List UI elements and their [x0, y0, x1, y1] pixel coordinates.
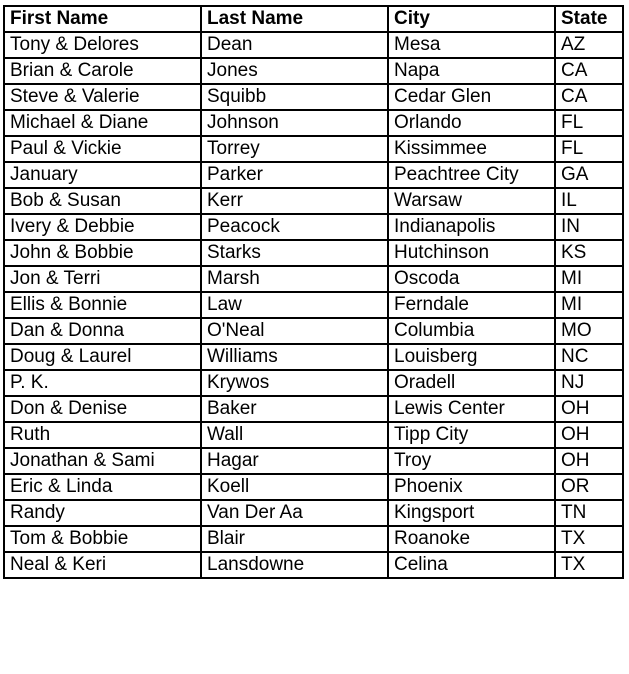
- cell-last-name: Williams: [201, 344, 388, 370]
- table-header: [4, 6, 623, 32]
- table-row: [4, 370, 623, 396]
- cell-city: Napa: [388, 58, 555, 84]
- cell-state: MI: [555, 292, 623, 318]
- cell-first-name: Tom & Bobbie: [4, 526, 201, 552]
- cell-city: Celina: [388, 552, 555, 578]
- cell-state: OH: [555, 422, 623, 448]
- cell-city: Roanoke: [388, 526, 555, 552]
- cell-city: Oradell: [388, 370, 555, 396]
- cell-last-name: Peacock: [201, 214, 388, 240]
- cell-city: Kissimmee: [388, 136, 555, 162]
- cell-state: IN: [555, 214, 623, 240]
- table-row: [4, 58, 623, 84]
- cell-last-name: Law: [201, 292, 388, 318]
- cell-state: CA: [555, 84, 623, 110]
- cell-first-name: Don & Denise: [4, 396, 201, 422]
- cell-last-name: Parker: [201, 162, 388, 188]
- table-row: [4, 500, 623, 526]
- cell-city: Phoenix: [388, 474, 555, 500]
- cell-last-name: Koell: [201, 474, 388, 500]
- cell-city: Columbia: [388, 318, 555, 344]
- table-row: [4, 552, 623, 578]
- cell-first-name: Jon & Terri: [4, 266, 201, 292]
- cell-state: NJ: [555, 370, 623, 396]
- cell-first-name: Brian & Carole: [4, 58, 201, 84]
- cell-state: MI: [555, 266, 623, 292]
- cell-last-name: O'Neal: [201, 318, 388, 344]
- cell-first-name: Ivery & Debbie: [4, 214, 201, 240]
- cell-last-name: Marsh: [201, 266, 388, 292]
- cell-first-name: Paul & Vickie: [4, 136, 201, 162]
- table-row: [4, 110, 623, 136]
- header-last-name: Last Name: [201, 6, 388, 32]
- table-row: [4, 32, 623, 58]
- cell-last-name: Jones: [201, 58, 388, 84]
- cell-first-name: Ellis & Bonnie: [4, 292, 201, 318]
- cell-last-name: Baker: [201, 396, 388, 422]
- cell-state: MO: [555, 318, 623, 344]
- table-row: [4, 474, 623, 500]
- cell-last-name: Johnson: [201, 110, 388, 136]
- cell-state: KS: [555, 240, 623, 266]
- cell-city: Louisberg: [388, 344, 555, 370]
- cell-first-name: Ruth: [4, 422, 201, 448]
- table-row: [4, 422, 623, 448]
- cell-first-name: Randy: [4, 500, 201, 526]
- cell-last-name: Blair: [201, 526, 388, 552]
- cell-city: Mesa: [388, 32, 555, 58]
- cell-last-name: Dean: [201, 32, 388, 58]
- cell-city: Cedar Glen: [388, 84, 555, 110]
- table-body: [4, 32, 623, 578]
- cell-first-name: Steve & Valerie: [4, 84, 201, 110]
- cell-city: Lewis Center: [388, 396, 555, 422]
- cell-state: IL: [555, 188, 623, 214]
- table-row: [4, 84, 623, 110]
- table-row: [4, 344, 623, 370]
- cell-city: Kingsport: [388, 500, 555, 526]
- cell-city: Indianapolis: [388, 214, 555, 240]
- table-row: [4, 214, 623, 240]
- cell-city: Hutchinson: [388, 240, 555, 266]
- table-row: [4, 266, 623, 292]
- cell-city: Troy: [388, 448, 555, 474]
- header-city: City: [388, 6, 555, 32]
- cell-first-name: Bob & Susan: [4, 188, 201, 214]
- cell-state: OH: [555, 396, 623, 422]
- cell-state: TX: [555, 552, 623, 578]
- cell-last-name: Wall: [201, 422, 388, 448]
- table-row: [4, 318, 623, 344]
- table-row: [4, 396, 623, 422]
- cell-first-name: P. K.: [4, 370, 201, 396]
- cell-state: TN: [555, 500, 623, 526]
- cell-last-name: Starks: [201, 240, 388, 266]
- header-row: [4, 6, 623, 32]
- table-row: [4, 448, 623, 474]
- cell-state: OH: [555, 448, 623, 474]
- cell-city: Peachtree City: [388, 162, 555, 188]
- cell-city: Ferndale: [388, 292, 555, 318]
- header-first-name: First Name: [4, 6, 201, 32]
- table-row: [4, 292, 623, 318]
- cell-first-name: Dan & Donna: [4, 318, 201, 344]
- cell-state: FL: [555, 110, 623, 136]
- cell-state: AZ: [555, 32, 623, 58]
- cell-first-name: Michael & Diane: [4, 110, 201, 136]
- cell-first-name: Doug & Laurel: [4, 344, 201, 370]
- cell-first-name: Neal & Keri: [4, 552, 201, 578]
- cell-last-name: Krywos: [201, 370, 388, 396]
- table-row: [4, 136, 623, 162]
- cell-state: OR: [555, 474, 623, 500]
- cell-state: NC: [555, 344, 623, 370]
- cell-last-name: Hagar: [201, 448, 388, 474]
- header-state: State: [555, 6, 623, 32]
- cell-last-name: Kerr: [201, 188, 388, 214]
- table-row: [4, 526, 623, 552]
- cell-last-name: Torrey: [201, 136, 388, 162]
- cell-first-name: Tony & Delores: [4, 32, 201, 58]
- table-row: [4, 162, 623, 188]
- table-row: [4, 240, 623, 266]
- cell-first-name: January: [4, 162, 201, 188]
- cell-city: Warsaw: [388, 188, 555, 214]
- cell-state: TX: [555, 526, 623, 552]
- cell-first-name: John & Bobbie: [4, 240, 201, 266]
- contacts-table: [3, 5, 624, 579]
- cell-city: Oscoda: [388, 266, 555, 292]
- cell-first-name: Jonathan & Sami: [4, 448, 201, 474]
- cell-state: FL: [555, 136, 623, 162]
- cell-state: CA: [555, 58, 623, 84]
- cell-first-name: Eric & Linda: [4, 474, 201, 500]
- cell-city: Orlando: [388, 110, 555, 136]
- table-row: [4, 188, 623, 214]
- cell-last-name: Squibb: [201, 84, 388, 110]
- cell-last-name: Lansdowne: [201, 552, 388, 578]
- cell-last-name: Van Der Aa: [201, 500, 388, 526]
- cell-city: Tipp City: [388, 422, 555, 448]
- cell-state: GA: [555, 162, 623, 188]
